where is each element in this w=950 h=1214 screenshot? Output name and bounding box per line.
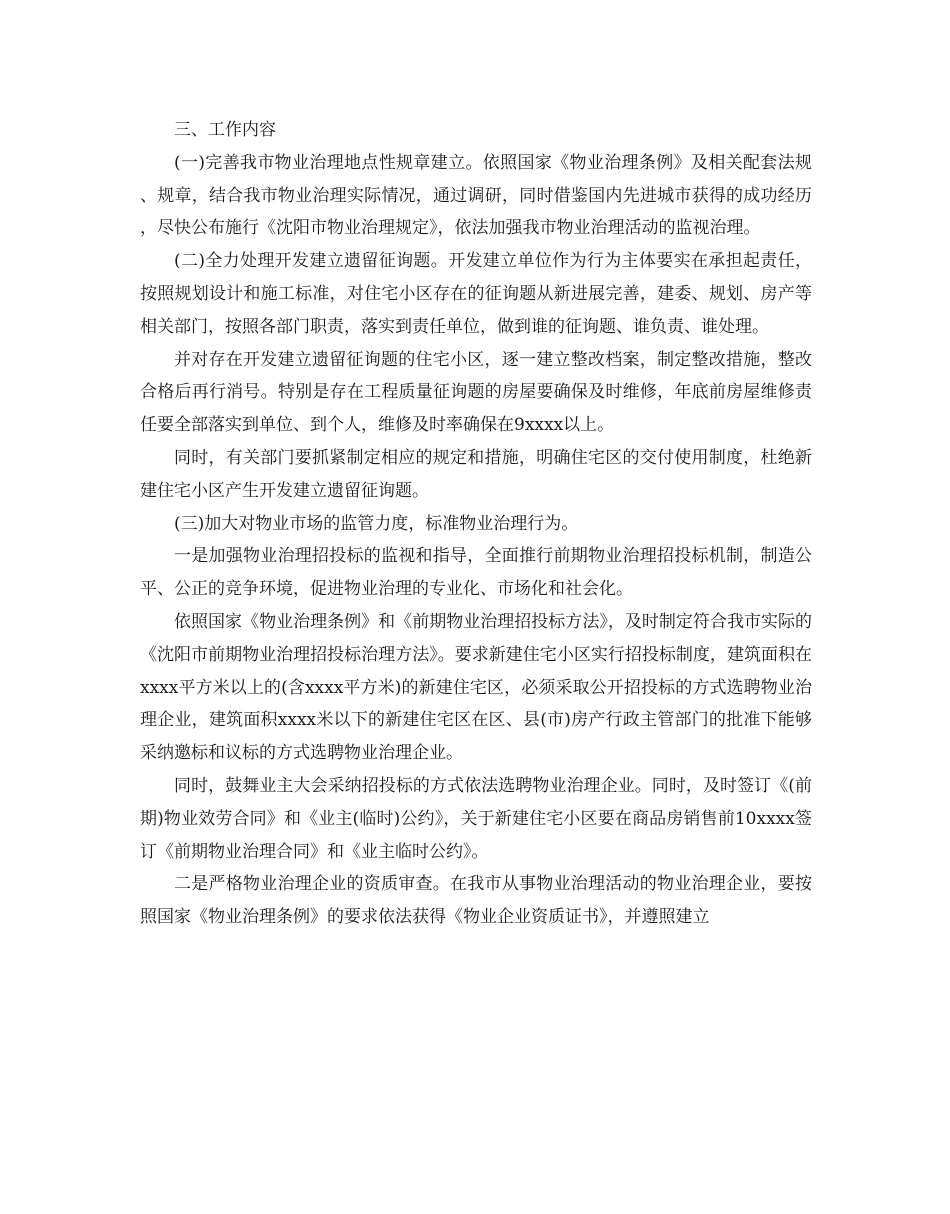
paragraph: 二是严格物业治理企业的资质审查。在我市从事物业治理活动的物业治理企业，要按照国家《物业治理条例》的要求依法获得《物业企业资质证书》，并遵照建立 (140, 874, 812, 928)
document-body (140, 114, 812, 934)
paragraph: (三)加大对物业市场的监管力度，标准物业治理行为。 (174, 513, 579, 534)
paragraph: 同时，有关部门要抓紧制定相应的规定和措施，明确住宅区的交付使用制度，杜绝新建住宅小区产生开发建立遗留征询题。 (140, 447, 812, 501)
section-heading: 三、工作内容 (174, 120, 276, 140)
paragraph: 依照国家《物业治理条例》和《前期物业治理招投标方法》，及时制定符合我市实际的《沈阳市前期物业治理招投标治理方法》。要求新建住宅小区实行招投标制度，建筑面积在xxxx平方米以上的(含xxxx平方米)的新建住宅区，必须采取公开招投标的方式选聘物业治理企业，建筑面积xxxx米以下的新建住宅区在区、县(市)房产行政主管部门的批准下能够采纳邀标和议标的方式选聘物业治理企业。 (140, 611, 812, 764)
paragraph: (二)全力处理开发建立遗留征询题。开发建立单位作为行为主体要实在承担起责任，按照规划设计和施工标准，对住宅小区存在的征询题从新进展完善，建委、规划、房产等相关部门，按照各部门职责，落实到责任单位，做到谁的征询题、谁负责、谁处理。 (140, 251, 812, 337)
paragraph: 并对存在开发建立遗留征询题的住宅小区，逐一建立整改档案，制定整改措施，整改合格后再行消号。特别是存在工程质量征询题的房屋要确保及时维修，年底前房屋维修责任要全部落实到单位、到个人，维修及时率确保在9xxxx以上。 (140, 349, 812, 436)
paragraph: 同时，鼓舞业主大会采纳招投标的方式依法选聘物业治理企业。同时，及时签订《(前期)物业效劳合同》和《业主(临时)公约》，关于新建住宅小区要在商品房销售前10xxxx签订《前期物业治理合同》和《业主临时公约》。 (140, 775, 812, 862)
paragraph: (一)完善我市物业治理地点性规章建立。依照国家《物业治理条例》及相关配套法规、规章，结合我市物业治理实际情况，通过调研，同时借鉴国内先进城市获得的成功经历，尽快公布施行《沈阳市物业治理规定》，依法加强我市物业治理活动的监视治理。 (140, 152, 812, 239)
paragraph: 一是加强物业治理招投标的监视和指导，全面推行前期物业治理招投标机制，制造公平、公正的竞争环境，促进物业治理的专业化、市场化和社会化。 (140, 546, 812, 600)
